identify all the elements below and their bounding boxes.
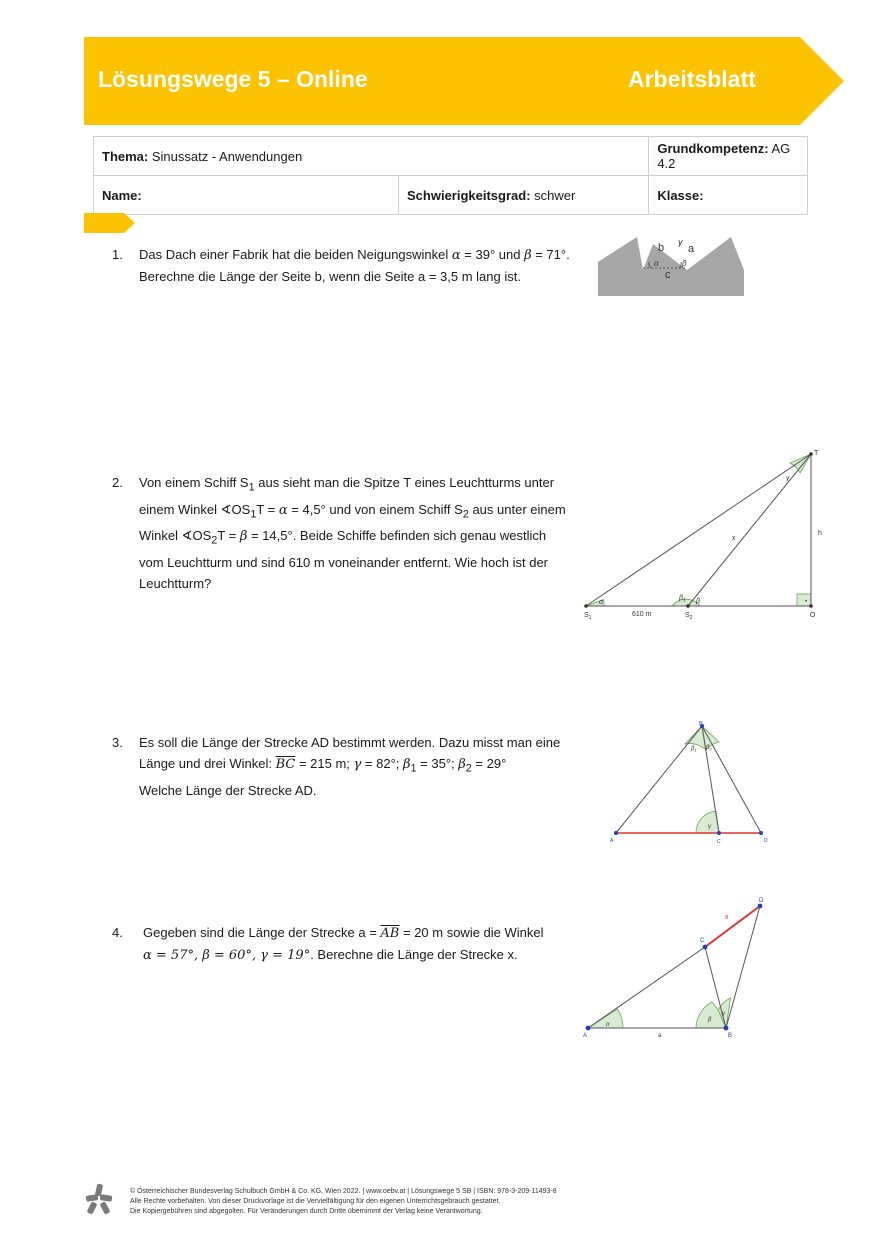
task-3-number: 3.: [112, 735, 123, 750]
text-run: T =: [217, 528, 240, 544]
schwierigkeit-cell: [399, 176, 649, 215]
label-c: c: [665, 269, 671, 281]
label-alpha: α: [654, 259, 659, 268]
figure-roof: [595, 232, 747, 298]
label-gamma: γ: [722, 1011, 725, 1017]
label-s1: $S_1$: [584, 612, 592, 621]
name-label: Name:: [102, 187, 142, 203]
label-d: D: [764, 838, 768, 844]
task-1-line-2: Berechne die Länge der Seite b, wenn die Seite a = 3,5 m lang ist.: [139, 269, 521, 284]
segment-x: [705, 906, 760, 947]
figure-lighthouse: [580, 446, 830, 626]
task-2-line-3: [139, 525, 569, 552]
header-title: Lösungswege 5 – Online: [98, 66, 368, 92]
kompetenz-label: Grundkompetenz:: [657, 141, 769, 156]
label-b: B: [699, 721, 703, 727]
label-b: B: [728, 1033, 733, 1039]
point-t: [809, 452, 813, 456]
task-4-line-1: [143, 922, 573, 944]
subscript: 1: [250, 508, 257, 521]
label-alpha: α: [599, 599, 603, 606]
label-right-angle: •: [805, 599, 808, 605]
text-run: = 35°;: [416, 756, 459, 771]
right-angle-marker: [797, 594, 811, 606]
label-b: b: [658, 242, 665, 254]
text-run: T =: [256, 501, 279, 517]
label-beta: β: [708, 1017, 712, 1023]
task-2-line-5: Leuchtturm?: [139, 575, 212, 591]
math-beta: β: [524, 248, 532, 263]
label-beta1: $\beta_1$: [691, 746, 697, 753]
label-a: a: [688, 243, 695, 255]
klasse-label: Klasse:: [657, 187, 704, 203]
text-run: aus unter einem: [468, 501, 566, 517]
label-gamma: γ: [786, 475, 790, 482]
label-d: D: [759, 898, 764, 904]
text-run: = 29°: [471, 756, 507, 771]
task-1-number: 1.: [112, 247, 123, 262]
label-gamma: γ: [678, 237, 683, 247]
point-a: [586, 1026, 591, 1031]
line-s2-t: [688, 454, 811, 606]
task-4-number: 4.: [112, 925, 123, 940]
kompetenz-value: AG 4.2: [657, 141, 791, 171]
schwierigkeit-label: Schwierigkeitsgrad:: [407, 187, 531, 203]
label-x: x: [732, 535, 736, 542]
label-s2: $S_2$: [685, 612, 693, 621]
task-4-line-2: [143, 944, 573, 966]
subscript: 2: [211, 534, 218, 547]
text-run: = 71°.: [531, 247, 570, 262]
task-2-number: 2.: [112, 475, 123, 490]
math-alpha: α: [278, 502, 288, 518]
math-angles: α = 57°, β = 60°, γ = 19°: [143, 948, 311, 963]
point-d: [759, 831, 763, 835]
text-run: Länge und drei Winkel:: [139, 756, 276, 771]
point-c: [703, 945, 708, 950]
label-c: C: [717, 839, 721, 845]
roof-shape: [598, 237, 744, 296]
info-table: [93, 136, 808, 215]
publisher-logo: [84, 1183, 114, 1215]
figure-quadrilateral: [578, 892, 768, 1042]
point-s2: [686, 604, 690, 608]
text-run: . Berechne die Länge der Strecke x.: [310, 947, 518, 962]
subscript: 2: [462, 508, 469, 521]
side-ac: [588, 947, 705, 1028]
label-gamma: γ: [708, 824, 711, 830]
thema-cell: [94, 137, 649, 176]
text-run: Das Dach einer Fabrik hat die beiden Neigungswinkel: [139, 247, 452, 262]
label-o: O: [810, 612, 816, 619]
text-run: = 4,5° und von einem Schiff S: [287, 501, 463, 517]
text-run: Von einem Schiff S: [139, 475, 249, 490]
label-beta: β: [696, 598, 700, 605]
label-beta1: $\beta_1$: [679, 595, 686, 604]
header-doc-type: Arbeitsblatt: [628, 66, 756, 92]
task-3-text: [139, 732, 569, 801]
math-segment-ab: $\overline{AB}$: [380, 926, 400, 941]
task-3-line-1: Es soll die Länge der Strecke AD bestimmt werden. Dazu misst man eine: [139, 735, 561, 750]
text-run: Winkel ∢OS: [139, 528, 212, 544]
subscript: 1: [410, 762, 417, 775]
label-x: x: [725, 914, 729, 921]
label-distance: 610 m: [632, 611, 652, 618]
task-3-line-2: [139, 753, 569, 780]
math-alpha: α: [451, 248, 461, 263]
task-1-line-1: [139, 244, 579, 266]
footer-line-2: Alle Rechte vorbehalten. Von dieser Druckvorlage ist die Vervielfältigung für den eigenen Unterrichtsgebrauch gestattet.: [130, 1198, 501, 1205]
text-run: = 215 m;: [295, 756, 354, 771]
point-o: [809, 604, 813, 608]
task-2-text: [139, 472, 569, 594]
task-1-text: [139, 244, 579, 287]
point-a: [614, 831, 618, 835]
label-a: A: [583, 1033, 588, 1039]
thema-label: Thema:: [102, 148, 149, 164]
text-run: Gegeben sind die Länge der Strecke a =: [143, 925, 381, 940]
text-run: einem Winkel ∢OS: [139, 501, 251, 517]
footer-line-3: Die Kopiergebühren sind abgegolten. Für Veränderungen durch Dritte übernimmt der Verlag keine Verantwortung.: [130, 1208, 483, 1215]
label-c: C: [700, 938, 705, 944]
schwierigkeit-value: schwer: [534, 187, 576, 203]
footer-text: [130, 1187, 557, 1217]
side-bd: [726, 906, 760, 1028]
label-h: h: [818, 530, 822, 537]
task-2-line-4: vom Leuchtturm und sind 610 m voneinander entfernt. Wie hoch ist der: [139, 554, 548, 570]
math-segment-bc: $\overline{BC}$: [275, 757, 296, 772]
label-beta: β: [682, 259, 687, 268]
subscript: 2: [465, 762, 472, 775]
figure-triangle-abd: [600, 718, 780, 850]
label-a: A: [610, 838, 614, 844]
text-run: = 39° und: [460, 247, 525, 262]
text-run: aus sieht man die Spitze T eines Leuchtturms unter: [254, 475, 555, 490]
text-run: = 82°;: [361, 756, 403, 771]
kompetenz-cell: [649, 137, 808, 176]
task-3-line-3: Welche Länge der Strecke AD.: [139, 782, 317, 798]
point-s1: [584, 604, 588, 608]
label-t: T: [814, 450, 819, 457]
label-a-side: a: [658, 1033, 662, 1039]
point-c: [717, 831, 721, 835]
subscript: 1: [248, 481, 255, 494]
thema-value: Sinussatz - Anwendungen: [151, 148, 303, 164]
klasse-cell[interactable]: [649, 176, 808, 215]
task-4-text: [143, 922, 573, 966]
point-b: [724, 1026, 729, 1031]
side-ab: [616, 726, 702, 833]
text-run: = 20 m sowie die Winkel: [399, 925, 544, 940]
label-alpha: α: [606, 1022, 610, 1028]
label-beta2: $\beta_2$: [706, 745, 712, 752]
math-beta: β: [239, 529, 248, 545]
math-gamma: γ: [353, 757, 362, 772]
point-d: [758, 904, 763, 909]
math-beta: β: [458, 757, 466, 772]
line-s1-t: [586, 454, 811, 606]
math-beta: β: [403, 757, 411, 772]
section-marker: [84, 213, 136, 233]
name-cell[interactable]: [94, 176, 399, 215]
text-run: = 14,5°. Beide Schiffe befinden sich genau westlich: [247, 528, 547, 544]
task-2-line-2: [139, 499, 569, 526]
angle-gamma-sector: [790, 454, 811, 473]
task-2-line-1: [139, 472, 569, 499]
footer-line-1: © Österreichischer Bundesverlag Schulbuch GmbH & Co. KG, Wien 2022. | www.oebv.at | Lösungswege 5 SB | ISBN: 978-3-209-11493-8: [130, 1188, 557, 1195]
